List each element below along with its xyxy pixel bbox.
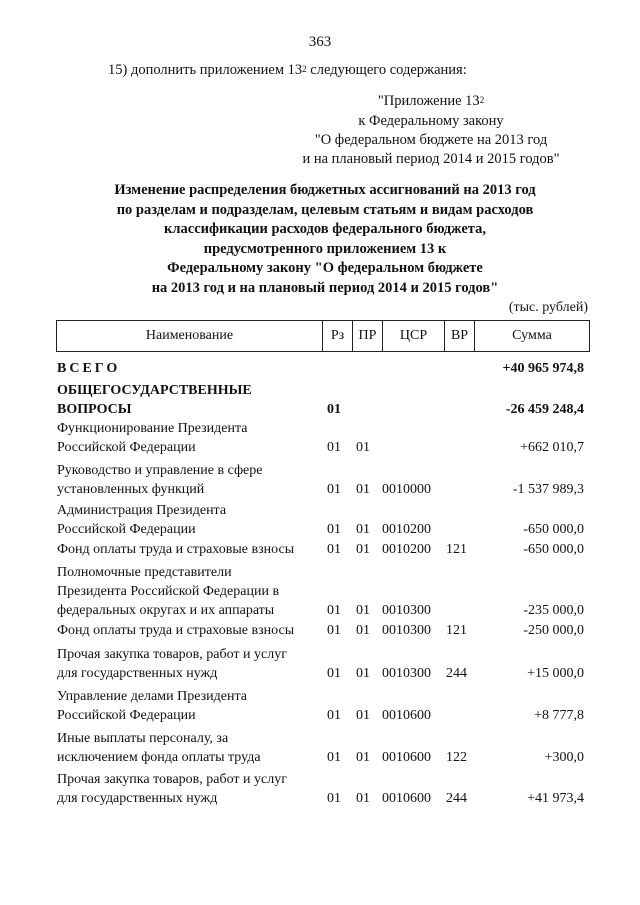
row-name-line: для государственных нужд — [57, 666, 218, 681]
row-sum: +15 000,0 — [527, 666, 584, 681]
row-name-line: Функционирование Президента — [57, 421, 248, 436]
row-name — [57, 381, 312, 419]
row-pr: 01 — [356, 522, 370, 537]
row-sum: -650 000,0 — [523, 542, 584, 557]
row-pr: 01 — [356, 603, 370, 618]
table-row — [57, 419, 590, 457]
row-name-line: Руководство и управление в сфере — [57, 463, 263, 478]
row-csr: 0010600 — [382, 708, 431, 723]
row-sum: -250 000,0 — [523, 623, 584, 638]
row-rz: 01 — [327, 402, 341, 417]
row-rz: 01 — [327, 791, 341, 806]
row-name: ВСЕГО — [57, 361, 121, 376]
row-pr: 01 — [356, 440, 370, 455]
header-csr: ЦСР — [383, 321, 445, 351]
row-vr: 121 — [446, 542, 467, 557]
row-sum: +8 777,8 — [534, 708, 584, 723]
appendix-line-4: и на плановый период 2014 и 2015 годов" — [302, 151, 560, 167]
intro-text-after: следующего содержания: — [306, 62, 467, 78]
row-name-line: установленных функций — [57, 482, 205, 497]
table-header — [56, 320, 590, 352]
page-number: 363 — [308, 34, 332, 50]
row-name-line: ВОПРОСЫ — [57, 402, 132, 417]
row-pr: 01 — [356, 791, 370, 806]
row-name-line: Полномочные представители — [57, 565, 232, 580]
appendix-line-2: к Федеральному закону — [358, 113, 504, 129]
row-pr: 01 — [356, 750, 370, 765]
row-csr: 0010300 — [382, 666, 431, 681]
row-csr: 0010000 — [382, 482, 431, 497]
row-name-line: исключением фонда оплаты труда — [57, 750, 261, 765]
row-name — [57, 770, 312, 808]
row-rz: 01 — [327, 440, 341, 455]
row-name-line: Прочая закупка товаров, работ и услуг — [57, 772, 287, 787]
table-row — [57, 359, 590, 379]
intro-text-before: 15) дополнить приложением 13 — [108, 62, 303, 78]
row-sum: -650 000,0 — [523, 522, 584, 537]
row-name-line: Российской Федерации — [57, 522, 196, 537]
row-pr: 01 — [356, 666, 370, 681]
table-row — [57, 770, 590, 808]
row-name-line: Президента Российской Федерации в — [57, 584, 280, 599]
row-pr: 01 — [356, 542, 370, 557]
row-csr: 0010200 — [382, 522, 431, 537]
row-name — [57, 461, 312, 499]
row-csr: 0010300 — [382, 603, 431, 618]
row-name — [57, 687, 312, 725]
row-rz: 01 — [327, 750, 341, 765]
row-name — [57, 729, 312, 767]
row-sum: +300,0 — [544, 750, 584, 765]
row-name — [57, 563, 312, 620]
row-sum: -26 459 248,4 — [505, 402, 584, 417]
table-row — [57, 687, 590, 725]
row-name: Фонд оплаты труда и страховые взносы — [57, 542, 295, 557]
row-sum: +40 965 974,8 — [502, 361, 584, 376]
row-rz: 01 — [327, 708, 341, 723]
row-rz: 01 — [327, 666, 341, 681]
title-line-6: на 2013 год и на плановый период 2014 и 2015 годов" — [151, 279, 499, 296]
row-pr: 01 — [356, 623, 370, 638]
header-vr: ВР — [445, 321, 475, 351]
row-rz: 01 — [327, 623, 341, 638]
title-line-4: предусмотренного приложением 13 к — [203, 240, 447, 257]
table-row — [57, 501, 590, 539]
row-name-line: ОБЩЕГОСУДАРСТВЕННЫЕ — [57, 383, 252, 398]
appendix-line-3: "О федеральном бюджете на 2013 год — [314, 132, 548, 148]
row-vr: 244 — [446, 791, 467, 806]
table-row — [57, 645, 590, 683]
row-rz: 01 — [327, 542, 341, 557]
row-name-line: Российской Федерации — [57, 708, 196, 723]
row-name-line: Иные выплаты персоналу, за — [57, 731, 229, 746]
appendix-line-1 — [266, 92, 596, 112]
intro-text — [108, 62, 467, 79]
row-sum: +41 973,4 — [527, 791, 584, 806]
row-pr: 01 — [356, 482, 370, 497]
row-sum: -235 000,0 — [523, 603, 584, 618]
row-name-line: для государственных нужд — [57, 791, 218, 806]
row-csr: 0010600 — [382, 791, 431, 806]
title-line-5: Федеральному закону "О федеральном бюджете — [167, 260, 483, 276]
row-rz: 01 — [327, 603, 341, 618]
row-name — [57, 501, 312, 539]
table-row — [57, 461, 590, 499]
table-row — [57, 563, 590, 620]
intro-superscript: 2 — [302, 64, 307, 74]
table-row — [57, 540, 590, 560]
row-csr: 0010600 — [382, 750, 431, 765]
document-title — [60, 181, 590, 298]
table-row — [57, 729, 590, 767]
table-row — [57, 621, 590, 641]
row-vr: 122 — [446, 750, 467, 765]
row-pr: 01 — [356, 708, 370, 723]
row-vr: 244 — [446, 666, 467, 681]
row-name-line: Администрация Президента — [57, 503, 227, 518]
header-sum: Сумма — [512, 328, 552, 343]
title-line-3: классификации расходов федерального бюджета, — [164, 221, 486, 237]
row-vr: 121 — [446, 623, 467, 638]
row-name-line: Управление делами Президента — [57, 689, 247, 704]
row-rz: 01 — [327, 482, 341, 497]
units-label: (тыс. рублей) — [508, 300, 588, 315]
appendix-line-1-text: "Приложение 13 — [377, 93, 480, 109]
row-sum: +662 010,7 — [520, 440, 584, 455]
row-name-line: Прочая закупка товаров, работ и услуг — [57, 647, 287, 662]
row-name — [57, 645, 312, 683]
row-rz: 01 — [327, 522, 341, 537]
row-name-line: Российской Федерации — [57, 440, 196, 455]
table-row — [57, 381, 590, 419]
row-name: Фонд оплаты труда и страховые взносы — [57, 623, 295, 638]
appendix-header — [266, 92, 596, 169]
row-csr: 0010200 — [382, 542, 431, 557]
title-line-2: по разделам и подразделам, целевым статьям и видам расходов — [116, 201, 534, 218]
row-name — [57, 419, 312, 457]
row-sum: -1 537 989,3 — [512, 482, 584, 497]
row-csr: 0010300 — [382, 623, 431, 638]
title-line-1: Изменение распределения бюджетных ассигнований на 2013 год — [114, 182, 536, 198]
row-name-line: федеральных округах и их аппараты — [57, 603, 275, 618]
header-rz: Рз — [323, 321, 353, 351]
header-name: Наименование — [57, 321, 323, 351]
header-pr: ПР — [353, 321, 383, 351]
appendix-superscript: 2 — [479, 95, 485, 105]
